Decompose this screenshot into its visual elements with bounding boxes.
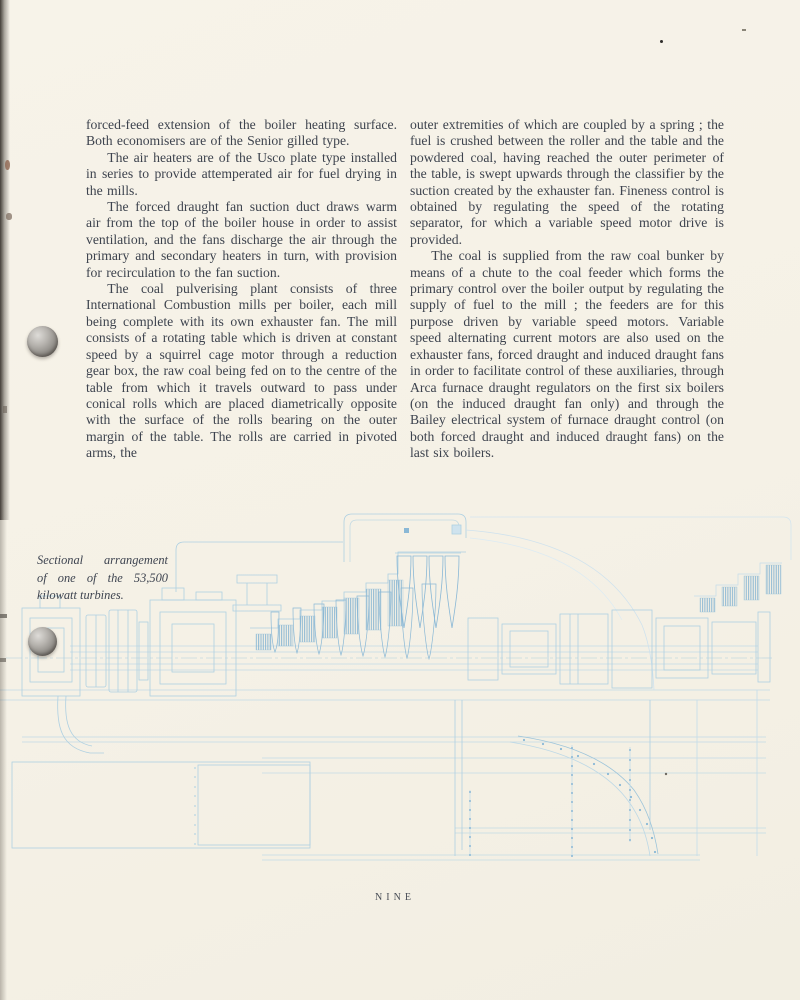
paragraph: The coal is supplied from the raw coal bunker by means of a chute to the coal feeder which forms the primary control over the boiler output by regulating the supply of fuel to the mill ; the feeders are for this purpose driven by variable speed motors. Variable speed alternating current motors are also used on the exhauster fans, forced draught and induced draught fans in order to facilitate control of these auxiliaries, through Arca furnace draught regulators on the first six boilers (on the induced draught fan only) and through the Bailey electrical system of furnace draught control (on both forced draught and induced draught fans) on the last six boilers. xyxy=(410,248,724,461)
paper-speck xyxy=(0,614,7,618)
paper-speck xyxy=(5,160,10,170)
paragraph: forced-feed extension of the boiler heating surface. Both economisers are of the Senior gilled type. xyxy=(86,117,397,149)
paper-speck xyxy=(0,658,6,662)
binding-stud-top xyxy=(27,326,58,357)
page-number: NINE xyxy=(375,892,415,903)
paragraph: The air heaters are of the Usco plate type installed in series to provide attemperated air for fuel drying in the mills. xyxy=(86,149,397,198)
paper-speck xyxy=(6,213,12,220)
right-column xyxy=(410,117,724,462)
body-text xyxy=(86,117,724,462)
caption-line: Sectional arrangement xyxy=(37,553,168,567)
paragraph: The forced draught fan suction duct draws warm air from the top of the boiler house in order to assist ventilation, and the fans discharge the air through the primary and secondary heaters in turn, with provision for recirculation to the fan suction. xyxy=(86,199,397,280)
caption-line: of one of the 53,500 xyxy=(37,570,168,585)
figure-caption xyxy=(37,552,168,605)
left-column xyxy=(86,117,397,462)
binding-stud-bottom xyxy=(28,627,57,656)
binding-edge-shadow-bottom xyxy=(0,520,7,1000)
paper-speck xyxy=(660,40,663,43)
paragraph: The coal pulverising plant consists of three International Combustion mills per boiler, each mill being complete with its own exhauster fan. The mill consists of a rotating table which is driven at constant speed by a squirrel cage motor through a reduction gear box, the raw coal being fed on to the centre of the table from which it travels outward to pass under conical rolls which are placed diametrically opposite with the surface of the rolls bearing on the outer margin of the table. The rolls are carried in pivoted arms, the xyxy=(86,281,397,461)
paragraph: outer extremities of which are coupled by a spring ; the fuel is crushed between the roller and the table and the powdered coal, having reached the outer perimeter of the table, is swept upwards through the classifier by the suction created by the exhauster fan. Fineness control is obtained by regulating the speed of the rotating separator, for which a variable speed motor drive is provided. xyxy=(410,117,724,247)
caption-line: kilowatt turbines. xyxy=(37,588,124,602)
paper-speck xyxy=(742,29,746,31)
binding-edge-shadow-top xyxy=(0,0,10,520)
paper-speck xyxy=(3,406,7,413)
